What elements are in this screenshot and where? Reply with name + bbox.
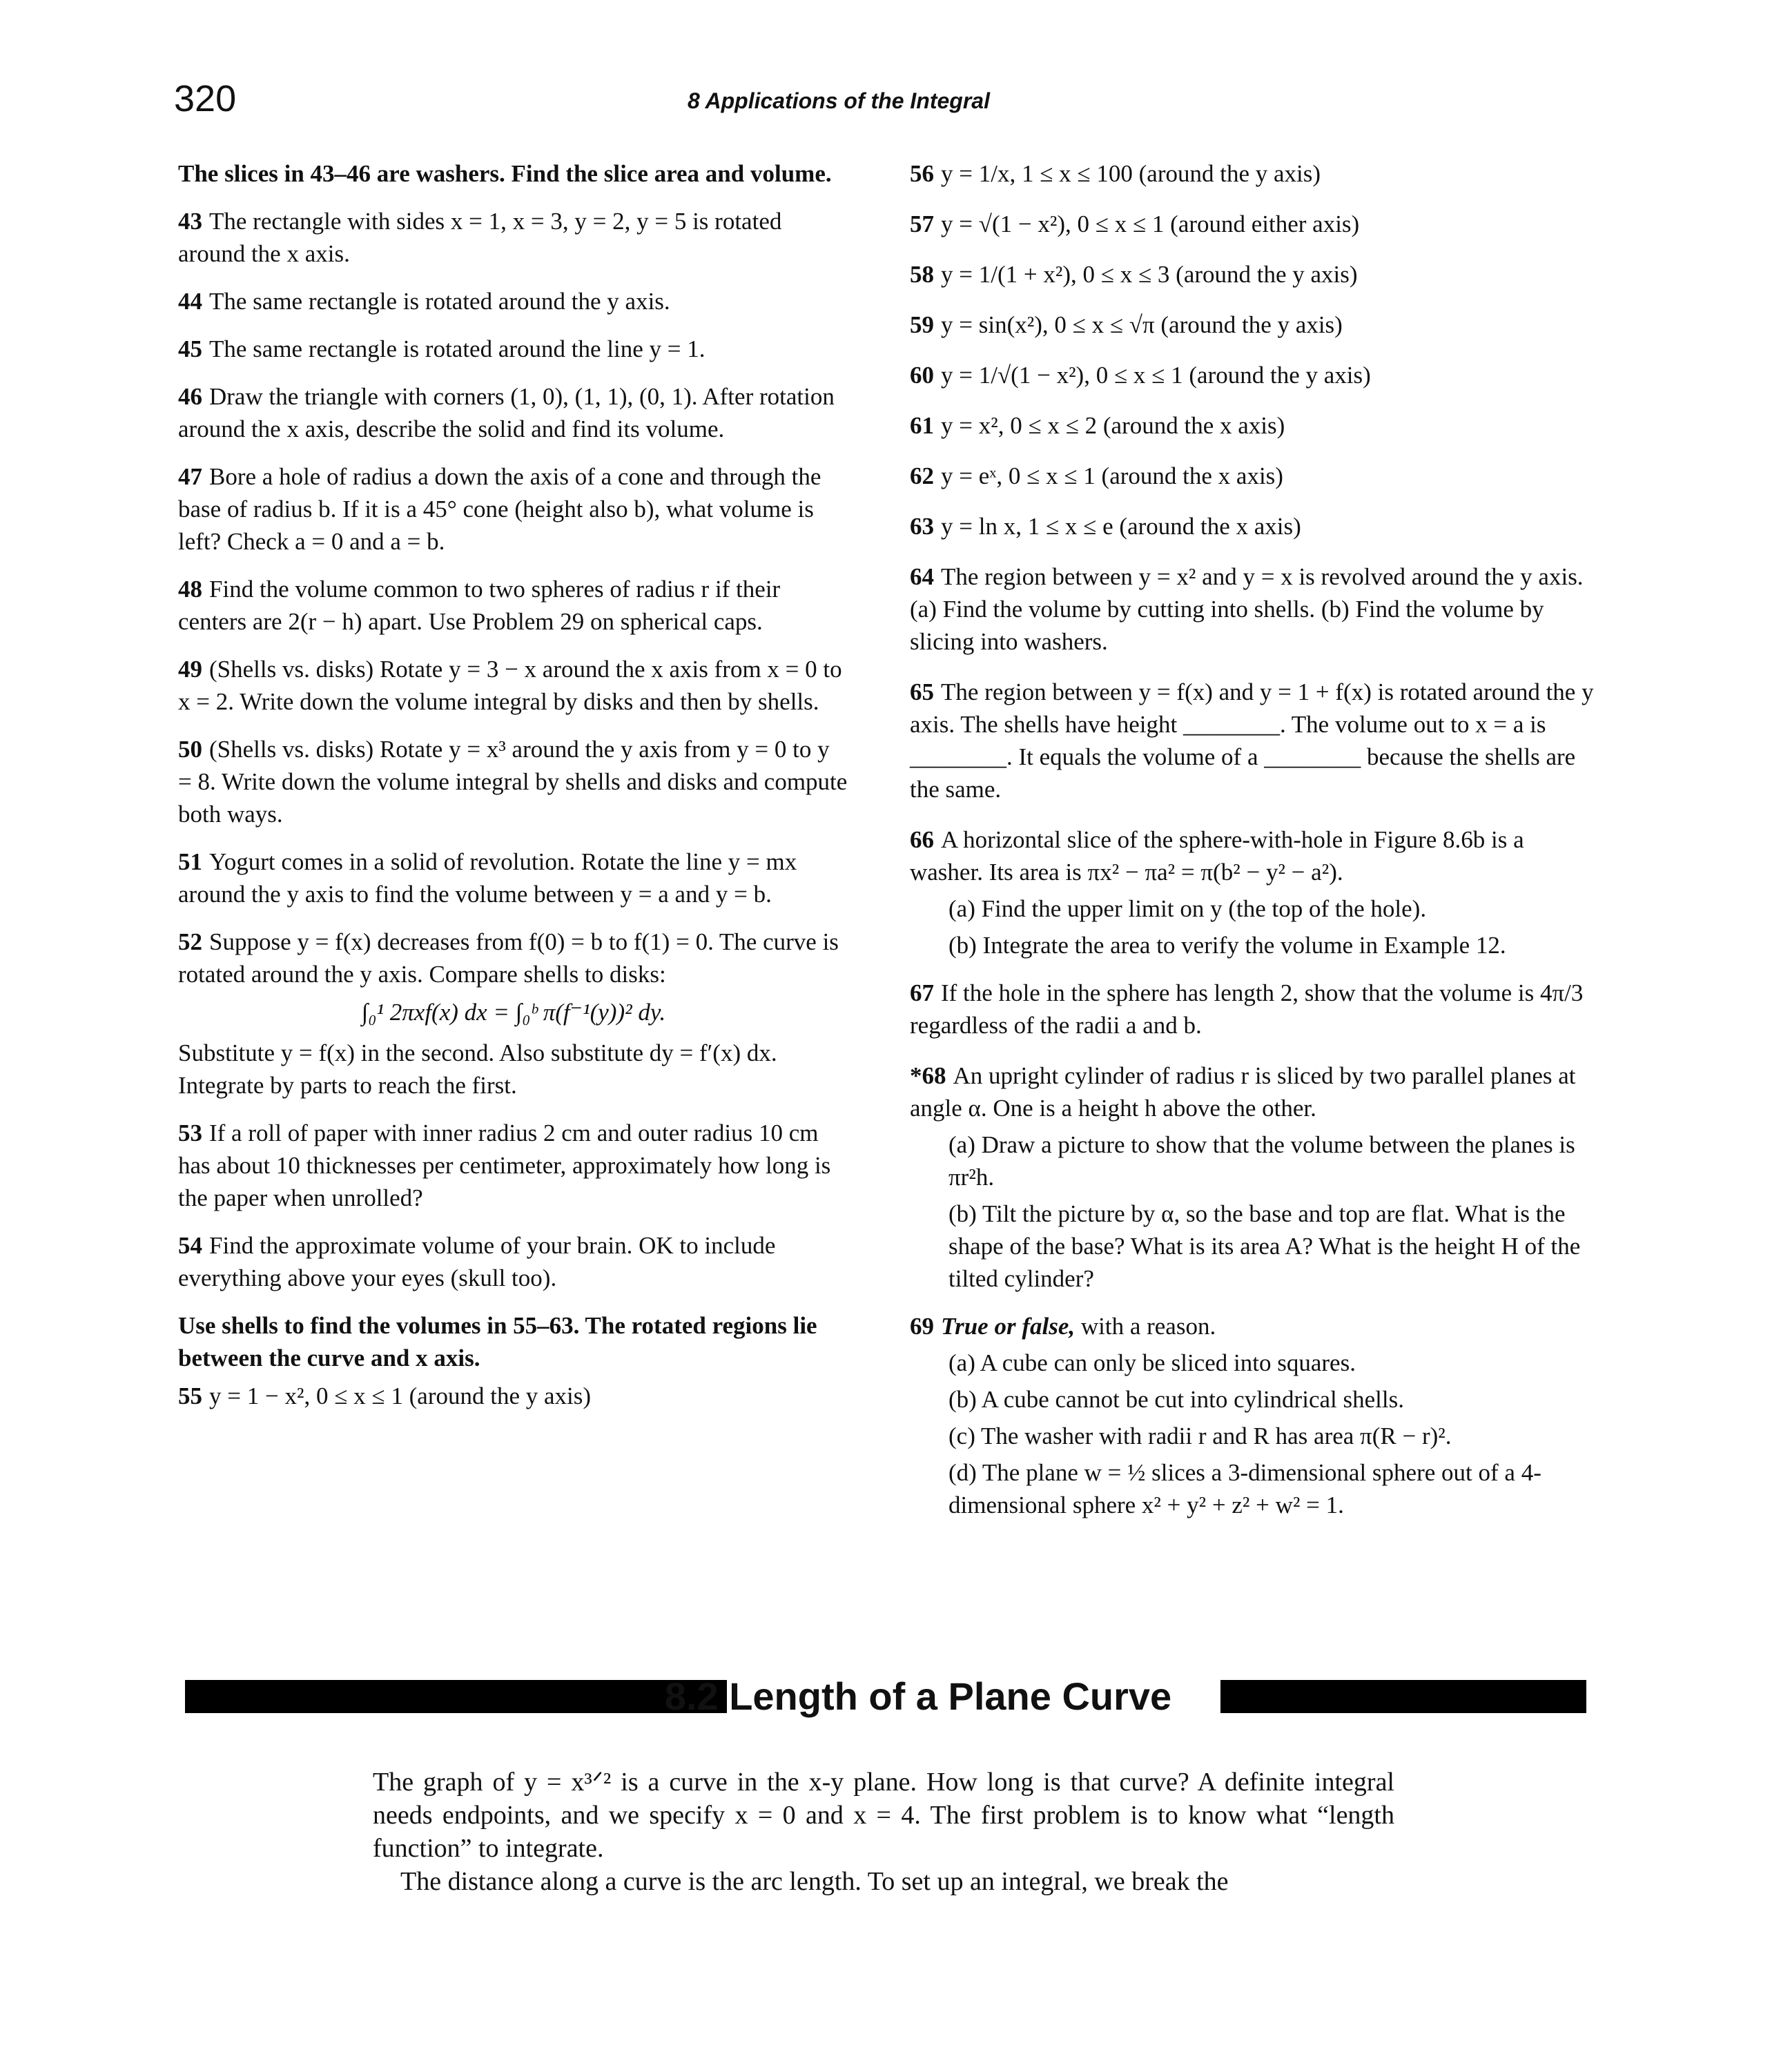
problem-69-part-b: (b) A cube cannot be cut into cylindrical shells. <box>948 1386 1404 1413</box>
problem-47 <box>178 460 849 558</box>
problem-number: 51 <box>178 848 202 875</box>
problem-text: If a roll of paper with inner radius 2 cm and outer radius 10 cm has about 10 thicknesses per centimeter, approximately how long is the paper when unrolled? <box>178 1120 831 1211</box>
problem-68 <box>910 1059 1600 1124</box>
problem-number: 57 <box>910 211 934 237</box>
instruction-washers: The slices in 43–46 are washers. Find the slice area and volume. <box>178 160 832 187</box>
problem-number: 49 <box>178 656 202 683</box>
problem-text: The same rectangle is rotated around the y axis. <box>209 288 670 315</box>
problem-text: Find the approximate volume of your brain. OK to include everything above your eyes (skull too). <box>178 1232 776 1291</box>
problem-number: 69 <box>910 1313 934 1340</box>
problem-44 <box>178 285 849 317</box>
problem-text: y = 1/√(1 − x²), 0 ≤ x ≤ 1 (around the y axis) <box>941 362 1371 389</box>
problem-69-part-c: (c) The washer with radii r and R has area π(R − r)². <box>948 1423 1452 1449</box>
problem-57 <box>910 208 1600 240</box>
section-body <box>373 1766 1394 1898</box>
problem-text: An upright cylinder of radius r is sliced by two parallel planes at angle α. One is a height h above the other. <box>910 1062 1576 1122</box>
problem-69-part-a: (a) A cube can only be sliced into squares. <box>948 1349 1356 1376</box>
problem-43 <box>178 205 849 270</box>
problem-62 <box>910 460 1600 492</box>
problem-60 <box>910 359 1600 391</box>
problem-number: 59 <box>910 311 934 338</box>
problem-56 <box>910 157 1600 190</box>
problem-61 <box>910 409 1600 442</box>
problem-66-part-a: (a) Find the upper limit on y (the top of the hole). <box>948 895 1427 922</box>
problem-number: 64 <box>910 563 934 590</box>
problem-number: 54 <box>178 1232 202 1259</box>
problem-45 <box>178 333 849 365</box>
problem-text: Find the volume common to two spheres of radius r if their centers are 2(r − h) apart. Use Problem 29 on spherical caps. <box>178 576 781 635</box>
problem-number: 53 <box>178 1120 202 1146</box>
problem-65 <box>910 676 1600 805</box>
problem-number: 52 <box>178 928 202 955</box>
problem-text: with a reason. <box>1075 1313 1216 1340</box>
problem-number: 44 <box>178 288 202 315</box>
problem-text: The rectangle with sides x = 1, x = 3, y = 2, y = 5 is rotated around the x axis. <box>178 208 782 267</box>
problem-number: 50 <box>178 736 202 763</box>
problem-text: (Shells vs. disks) Rotate y = 3 − x around the x axis from x = 0 to x = 2. Write down the volume integral by disks and then by shells. <box>178 656 842 715</box>
problem-46 <box>178 380 849 445</box>
problem-number: 62 <box>910 462 934 489</box>
problem-text: y = 1/(1 + x²), 0 ≤ x ≤ 3 (around the y axis) <box>941 261 1358 288</box>
problem-52 <box>178 926 849 990</box>
problem-number: 58 <box>910 261 934 288</box>
problem-number: 60 <box>910 362 934 389</box>
problem-50 <box>178 733 849 830</box>
problem-63 <box>910 510 1600 543</box>
problem-58 <box>910 258 1600 291</box>
problem-number: 45 <box>178 335 202 362</box>
problem-text: y = x², 0 ≤ x ≤ 2 (around the x axis) <box>941 412 1285 439</box>
problem-number: 66 <box>910 826 934 853</box>
body-paragraph-1: The graph of y = x³ᐟ² is a curve in the x-y plane. How long is that curve? A definite integral needs endpoints, and we specify x = 0 and x = 4. The first problem is to know what “length function” to integrate. <box>373 1768 1394 1863</box>
problem-64 <box>910 560 1600 658</box>
problem-text: Bore a hole of radius a down the axis of a cone and through the base of radius b. If it is a 45° cone (height also b), what volume is left? Check a = 0 and a = b. <box>178 463 821 555</box>
body-paragraph-2: The distance along a curve is the arc length. To set up an integral, we break the <box>400 1867 1229 1896</box>
problem-text: If the hole in the sphere has length 2, show that the volume is 4π/3 regardless of the radii a and b. <box>910 979 1584 1039</box>
problem-68-part-a: (a) Draw a picture to show that the volume between the planes is πr²h. <box>948 1131 1575 1191</box>
problem-text: y = √(1 − x²), 0 ≤ x ≤ 1 (around either axis) <box>941 211 1360 237</box>
problem-51 <box>178 846 849 910</box>
problem-text: The region between y = x² and y = x is revolved around the y axis. (a) Find the volume by cutting into shells. (b) Find the volume by slicing into washers. <box>910 563 1584 655</box>
right-column <box>910 157 1600 1525</box>
problem-67 <box>910 977 1600 1042</box>
problem-49 <box>178 653 849 718</box>
problem-52-equation: ∫₀¹ 2πxf(x) dx = ∫₀ᵇ π(f⁻¹(y))² dy. <box>361 999 666 1026</box>
problem-number: 67 <box>910 979 934 1006</box>
problem-48 <box>178 573 849 638</box>
left-column <box>178 157 849 1427</box>
problem-number: 48 <box>178 576 202 603</box>
instruction-shells: Use shells to find the volumes in 55–63. The rotated regions lie between the curve and x axis. <box>178 1312 817 1371</box>
problem-69-title: True or false, <box>941 1313 1076 1340</box>
problem-text: The region between y = f(x) and y = 1 + f(x) is rotated around the y axis. The shells have height ________. The volume out to x = a is ________. It equals the volume of a ________ because the shells are the same. <box>910 678 1594 803</box>
problem-number: 63 <box>910 513 934 540</box>
problem-number: 47 <box>178 463 202 490</box>
problem-number: 55 <box>178 1382 202 1409</box>
section-title: 8.2 Length of a Plane Curve <box>664 1674 1172 1718</box>
heading-bar-right <box>1220 1680 1586 1713</box>
problem-54 <box>178 1229 849 1294</box>
problem-text: y = 1 − x², 0 ≤ x ≤ 1 (around the y axis) <box>209 1382 592 1409</box>
running-head: 8 Applications of the Integral <box>688 88 990 113</box>
problem-text: Draw the triangle with corners (1, 0), (1, 1), (0, 1). After rotation around the x axis, describe the solid and find its volume. <box>178 383 835 442</box>
problem-number: 61 <box>910 412 934 439</box>
problem-text: Suppose y = f(x) decreases from f(0) = b to f(1) = 0. The curve is rotated around the y axis. Compare shells to disks: <box>178 928 839 988</box>
problem-text: y = eˣ, 0 ≤ x ≤ 1 (around the x axis) <box>941 462 1283 489</box>
problem-69-part-d: (d) The plane w = ½ slices a 3-dimensional sphere out of a 4-dimensional sphere x² + y² + z² + w² = 1. <box>948 1459 1541 1518</box>
problem-text: The same rectangle is rotated around the line y = 1. <box>209 335 705 362</box>
problem-68-part-b: (b) Tilt the picture by α, so the base and top are flat. What is the shape of the base? What is its area A? What is the height H of the tilted cylinder? <box>948 1200 1581 1292</box>
problem-66-part-b: (b) Integrate the area to verify the volume in Example 12. <box>948 932 1506 959</box>
problem-number: 65 <box>910 678 934 705</box>
section-heading <box>178 1670 1586 1723</box>
problem-number: 56 <box>910 160 934 187</box>
problem-53 <box>178 1117 849 1214</box>
problem-55 <box>178 1380 849 1412</box>
problem-text: (Shells vs. disks) Rotate y = x³ around the y axis from y = 0 to y = 8. Write down the volume integral by shells and disks and compute both ways. <box>178 736 848 828</box>
problem-69 <box>910 1310 1600 1342</box>
problem-66 <box>910 823 1600 888</box>
problem-52-continuation: Substitute y = f(x) in the second. Also substitute dy = f′(x) dx. Integrate by parts to reach the first. <box>178 1039 777 1099</box>
problem-number: *68 <box>910 1062 946 1089</box>
page-number: 320 <box>174 78 237 119</box>
problem-59 <box>910 309 1600 341</box>
problem-text: A horizontal slice of the sphere-with-hole in Figure 8.6b is a washer. Its area is πx² − πa² = π(b² − y² − a²). <box>910 826 1524 886</box>
problem-number: 46 <box>178 383 202 410</box>
problem-text: y = 1/x, 1 ≤ x ≤ 100 (around the y axis) <box>941 160 1321 187</box>
problem-text: y = sin(x²), 0 ≤ x ≤ √π (around the y axis) <box>941 311 1343 338</box>
problem-number: 43 <box>178 208 202 235</box>
problem-text: y = ln x, 1 ≤ x ≤ e (around the x axis) <box>941 513 1301 540</box>
problem-text: Yogurt comes in a solid of revolution. Rotate the line y = mx around the y axis to find the volume between y = a and y = b. <box>178 848 797 908</box>
